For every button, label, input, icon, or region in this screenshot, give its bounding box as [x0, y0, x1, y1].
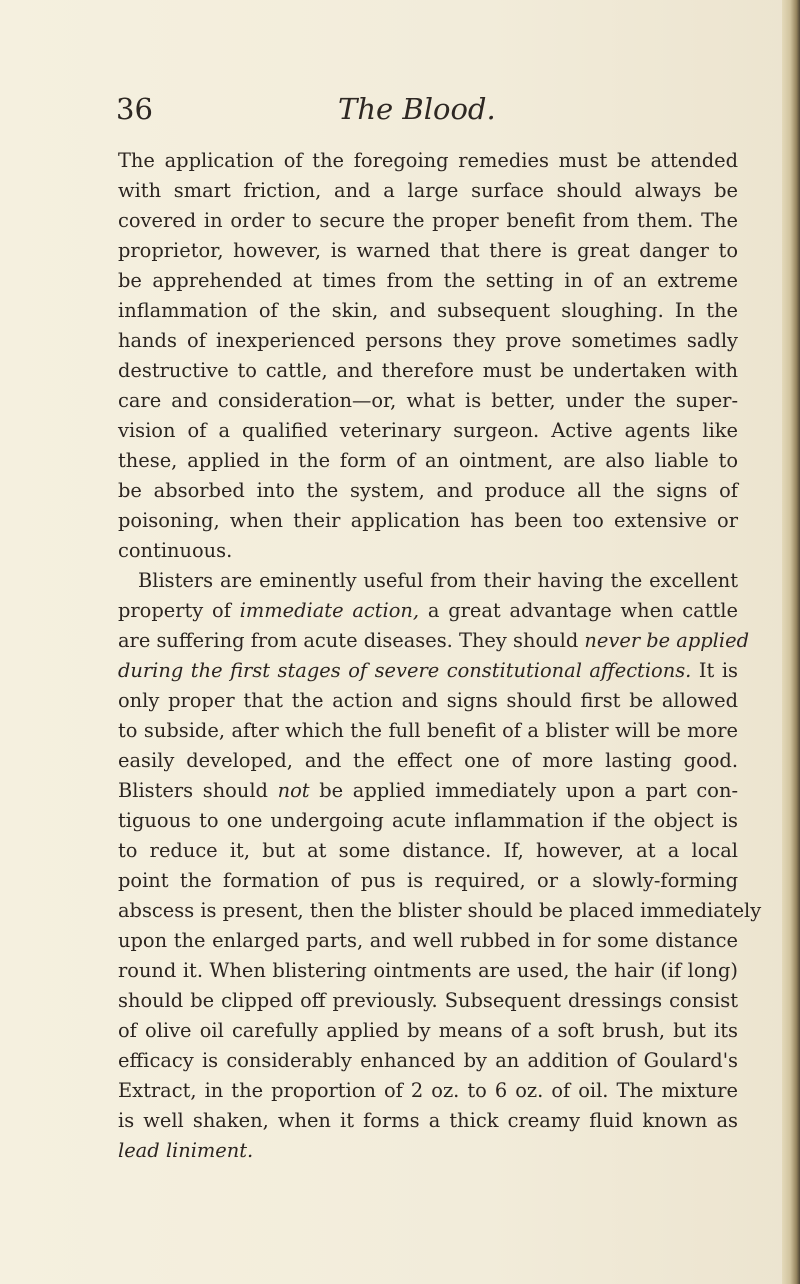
text-line: these, applied in the form of an ointment, are also liable to: [118, 449, 738, 472]
text-line: inflammation of the skin, and subsequent sloughing. In the: [118, 299, 738, 322]
text-line: round it. When blistering ointments are used, the hair (if long): [118, 959, 738, 982]
text-run: Blisters should: [118, 779, 278, 802]
text-run: be applied immediately upon a part con-: [309, 779, 739, 802]
text-line: [118, 776, 738, 806]
text-line: [118, 596, 738, 626]
text-line: to reduce it, but at some distance. If, however, at a local: [118, 839, 738, 862]
text-line: The application of the foregoing remedies must be attended: [118, 149, 738, 172]
text-run: are suffering from acute diseases. They should: [118, 629, 585, 652]
text-line: continuous.: [118, 539, 233, 562]
text-run: It is: [691, 659, 738, 682]
text-line: poisoning, when their application has been too extensive or: [118, 509, 738, 532]
text-line: point the formation of pus is required, or a slowly-forming: [118, 869, 738, 892]
text-line: efficacy is considerably enhanced by an addition of Goulard's: [118, 1049, 738, 1072]
page-number: 36: [116, 92, 153, 126]
text-line: hands of inexperienced persons they prove sometimes sadly: [118, 329, 738, 352]
body-text: [118, 146, 762, 1166]
text-line: Blisters are eminently useful from their having the excellent: [138, 569, 738, 592]
text-line: abscess is present, then the blister should be placed immediately: [118, 899, 762, 922]
text-line: be absorbed into the system, and produce all the signs of: [118, 479, 738, 502]
text-line: Extract, in the proportion of 2 oz. to 6 oz. of oil. The mixture: [118, 1079, 738, 1102]
text-line: covered in order to secure the proper benefit from them. The: [118, 209, 738, 232]
text-line: proprietor, however, is warned that there is great danger to: [118, 239, 738, 262]
text-run: a great advantage when cattle: [419, 599, 738, 622]
running-title: The Blood.: [338, 92, 496, 126]
text-run: property of: [118, 599, 240, 622]
text-line: destructive to cattle, and therefore must be undertaken with: [118, 359, 738, 382]
italic-emphasis: not: [277, 779, 310, 802]
running-header: [116, 92, 736, 132]
text-line: of olive oil carefully applied by means of a soft brush, but its: [118, 1019, 738, 1042]
paragraph-1: [118, 146, 738, 566]
text-line: tiguous to one undergoing acute inflammation if the object is: [118, 809, 738, 832]
italic-emphasis: immediate action,: [239, 599, 420, 622]
text-line: to subside, after which the full benefit of a blister will be more: [118, 719, 738, 742]
text-line: with smart friction, and a large surface should always be: [118, 179, 738, 202]
italic-emphasis: lead liniment.: [118, 1139, 254, 1162]
text-line: easily developed, and the effect one of more lasting good.: [118, 749, 738, 772]
text-line: care and consideration—or, what is better, under the super-: [118, 389, 738, 412]
text-line: be apprehended at times from the setting in of an extreme: [118, 269, 738, 292]
text-line: [118, 626, 749, 656]
text-line: only proper that the action and signs should first be allowed: [118, 689, 738, 712]
text-line: is well shaken, when it forms a thick creamy fluid known as: [118, 1109, 738, 1132]
text-line: upon the enlarged parts, and well rubbed in for some distance: [118, 929, 738, 952]
italic-emphasis: during the first stages of severe constitutional affections.: [118, 659, 692, 682]
text-line: [118, 656, 738, 686]
text-line: vision of a qualified veterinary surgeon. Active agents like: [118, 419, 738, 442]
paragraph-2: [118, 566, 762, 1166]
italic-emphasis: never be applied: [584, 629, 749, 652]
page-edge-shadow: [782, 0, 800, 1284]
text-line: should be clipped off previously. Subsequent dressings consist: [118, 989, 738, 1012]
